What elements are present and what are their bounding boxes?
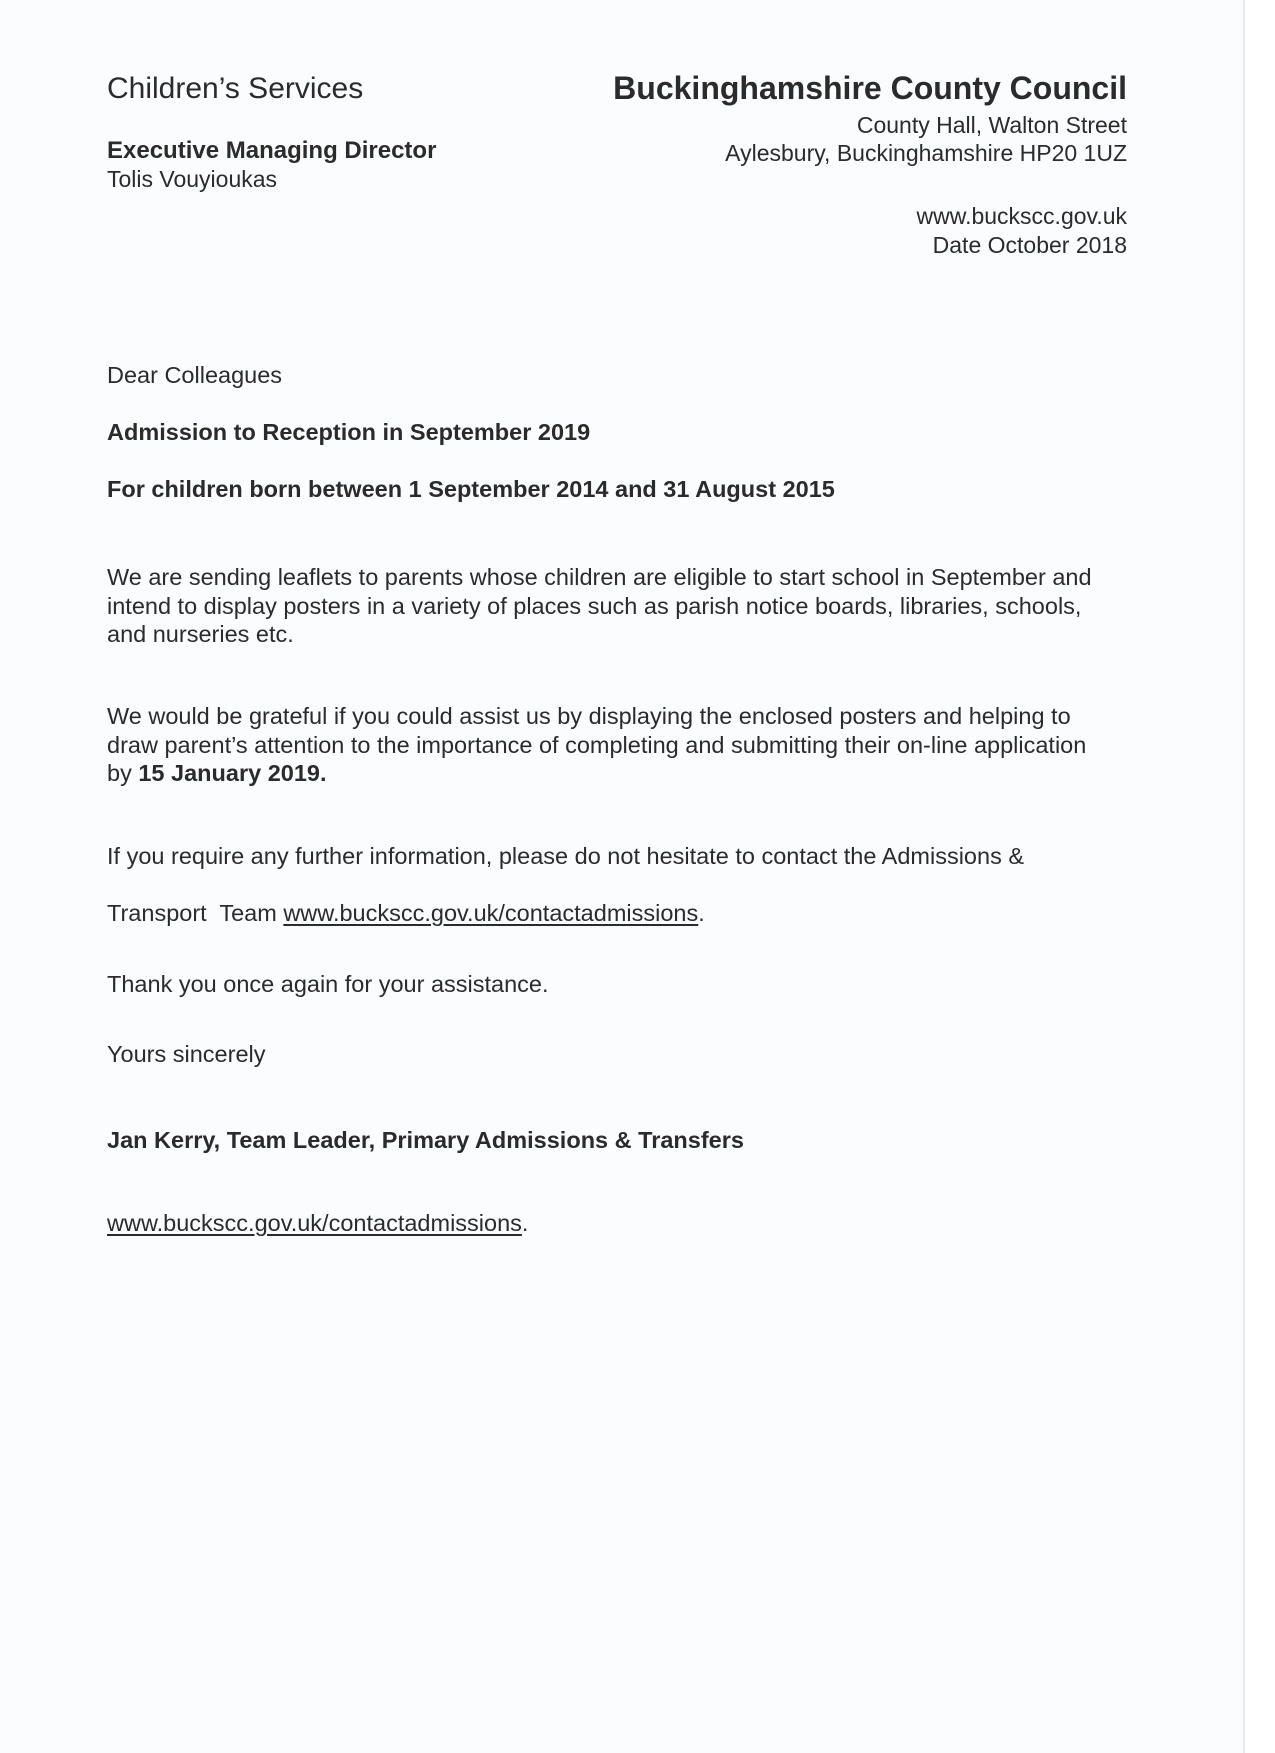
- footer-link-line: [107, 1209, 528, 1238]
- deadline-prefix: by: [107, 760, 139, 786]
- paragraph-contact-line-2: [107, 899, 705, 928]
- paragraph-line: We are sending leaflets to parents whose children are eligible to start school in September and: [107, 564, 1092, 590]
- subject-line-1: Admission to Reception in September 2019: [107, 419, 591, 445]
- council-name: Buckinghamshire County Council: [613, 70, 1127, 106]
- link-period: .: [698, 900, 705, 926]
- application-deadline: 15 January 2019.: [138, 760, 327, 786]
- paragraph-line: intend to display posters in a variety of places such as parish notice boards, libraries, schools,: [107, 592, 1082, 619]
- footer-contact-link[interactable]: www.buckscc.gov.uk/contactadmissions: [107, 1210, 522, 1236]
- letter-date: Date October 2018: [932, 232, 1127, 258]
- team-label: Transport Team: [107, 900, 284, 926]
- address-line-2: Aylesbury, Buckinghamshire HP20 1UZ: [725, 140, 1127, 166]
- paragraph-line: and nurseries etc.: [107, 621, 294, 647]
- subject-line-2: For children born between 1 September 2014 and 31 August 2015: [107, 476, 835, 502]
- paragraph-line: [107, 759, 1086, 788]
- contact-admissions-link[interactable]: www.buckscc.gov.uk/contactadmissions: [283, 900, 699, 926]
- salutation: Dear Colleagues: [107, 362, 283, 388]
- closing-line: Yours sincerely: [107, 1041, 266, 1067]
- paragraph-contact-line-1: If you require any further information, please do not hesitate to contact the Admissions &: [107, 843, 1025, 869]
- thanks-line: Thank you once again for your assistance.: [107, 971, 549, 997]
- paragraph-line: draw parent’s attention to the importance of completing and submitting their on-line application: [107, 731, 1087, 758]
- signature: Jan Kerry, Team Leader, Primary Admissions & Transfers: [107, 1127, 744, 1153]
- paragraph-line: We would be grateful if you could assist us by displaying the enclosed posters and helping to: [107, 703, 1071, 729]
- paragraph-leaflets: [107, 563, 1092, 649]
- director-title: Executive Managing Director: [107, 137, 437, 164]
- footer-link-period: .: [521, 1210, 529, 1236]
- address-line-1: County Hall, Walton Street: [856, 112, 1127, 138]
- council-website: www.buckscc.gov.uk: [916, 203, 1127, 229]
- department-name: Children’s Services: [107, 72, 364, 105]
- paragraph-posters: [107, 702, 1086, 788]
- director-name: Tolis Vouyioukas: [107, 166, 278, 192]
